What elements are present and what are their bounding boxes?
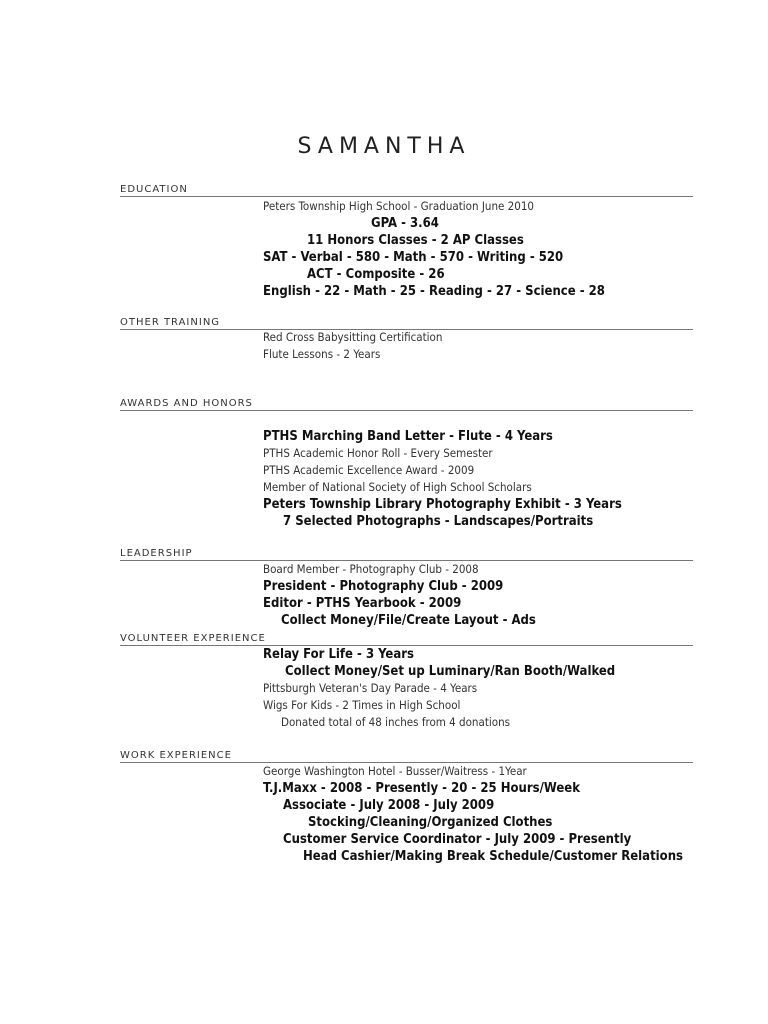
section-title-other-training: OTHER TRAINING xyxy=(120,317,221,328)
education-act-breakdown: English - 22 - Math - 25 - Reading - 27 - Science - 28 xyxy=(263,284,605,299)
volunteer-subitem: Donated total of 48 inches from 4 donations xyxy=(281,715,511,729)
section-header xyxy=(120,746,693,763)
section-header xyxy=(120,394,693,411)
award-item: PTHS Academic Excellence Award - 2009 xyxy=(263,463,475,477)
volunteer-item: Relay For Life - 3 Years xyxy=(263,647,414,662)
award-item: PTHS Marching Band Letter - Flute - 4 Years xyxy=(263,429,553,444)
award-item: Member of National Society of High School Scholars xyxy=(263,480,532,494)
section-title-volunteer: VOLUNTEER EXPERIENCE xyxy=(120,633,266,644)
education-sat: SAT - Verbal - 580 - Math - 570 - Writing - 520 xyxy=(263,250,564,265)
award-item: PTHS Academic Honor Roll - Every Semester xyxy=(263,446,493,460)
leadership-item: Board Member - Photography Club - 2008 xyxy=(263,562,479,576)
section-title-work: WORK EXPERIENCE xyxy=(120,750,232,761)
section-header xyxy=(120,544,693,561)
section-leadership xyxy=(120,544,693,629)
section-education xyxy=(120,180,693,300)
work-subitem: Associate - July 2008 - July 2009 xyxy=(283,798,495,813)
leadership-details xyxy=(263,561,693,629)
work-subitem: Stocking/Cleaning/Organized Clothes xyxy=(308,815,553,830)
section-other-training xyxy=(120,313,693,363)
section-title-leadership: LEADERSHIP xyxy=(120,548,193,559)
volunteer-details xyxy=(263,646,693,731)
awards-details xyxy=(263,428,693,530)
section-volunteer xyxy=(120,629,693,731)
other-training-details xyxy=(263,329,693,363)
candidate-name: SAMANTHA xyxy=(297,134,471,159)
work-subitem: Customer Service Coordinator - July 2009 - Presently xyxy=(283,832,632,847)
education-classes: 11 Honors Classes - 2 AP Classes xyxy=(307,233,524,248)
education-act: ACT - Composite - 26 xyxy=(307,267,445,282)
section-work xyxy=(120,746,693,865)
volunteer-item: Wigs For Kids - 2 Times in High School xyxy=(263,698,461,712)
work-item: George Washington Hotel - Busser/Waitress - 1Year xyxy=(263,764,527,778)
section-header xyxy=(120,629,693,646)
section-title-education: EDUCATION xyxy=(120,184,188,195)
training-item: Red Cross Babysitting Certification xyxy=(263,330,443,344)
section-header xyxy=(120,313,693,330)
education-school: Peters Township High School - Graduation June 2010 xyxy=(263,199,534,213)
leadership-item: President - Photography Club - 2009 xyxy=(263,579,504,594)
volunteer-subitem: Collect Money/Set up Luminary/Ran Booth/Walked xyxy=(285,664,616,679)
leadership-subitem: Collect Money/File/Create Layout - Ads xyxy=(281,613,536,628)
leadership-item: Editor - PTHS Yearbook - 2009 xyxy=(263,596,462,611)
award-subitem: 7 Selected Photographs - Landscapes/Portraits xyxy=(283,514,594,529)
award-item: Peters Township Library Photography Exhibit - 3 Years xyxy=(263,497,622,512)
work-item: T.J.Maxx - 2008 - Presently - 20 - 25 Hours/Week xyxy=(263,781,580,796)
education-gpa: GPA - 3.64 xyxy=(371,216,439,231)
section-header xyxy=(120,180,693,197)
volunteer-item: Pittsburgh Veteran's Day Parade - 4 Years xyxy=(263,681,478,695)
section-title-awards: AWARDS AND HONORS xyxy=(120,398,253,409)
training-item: Flute Lessons - 2 Years xyxy=(263,347,381,361)
work-subitem: Head Cashier/Making Break Schedule/Customer Relations xyxy=(303,849,683,864)
education-details xyxy=(263,198,693,300)
work-details xyxy=(263,763,693,865)
section-awards xyxy=(120,394,693,530)
